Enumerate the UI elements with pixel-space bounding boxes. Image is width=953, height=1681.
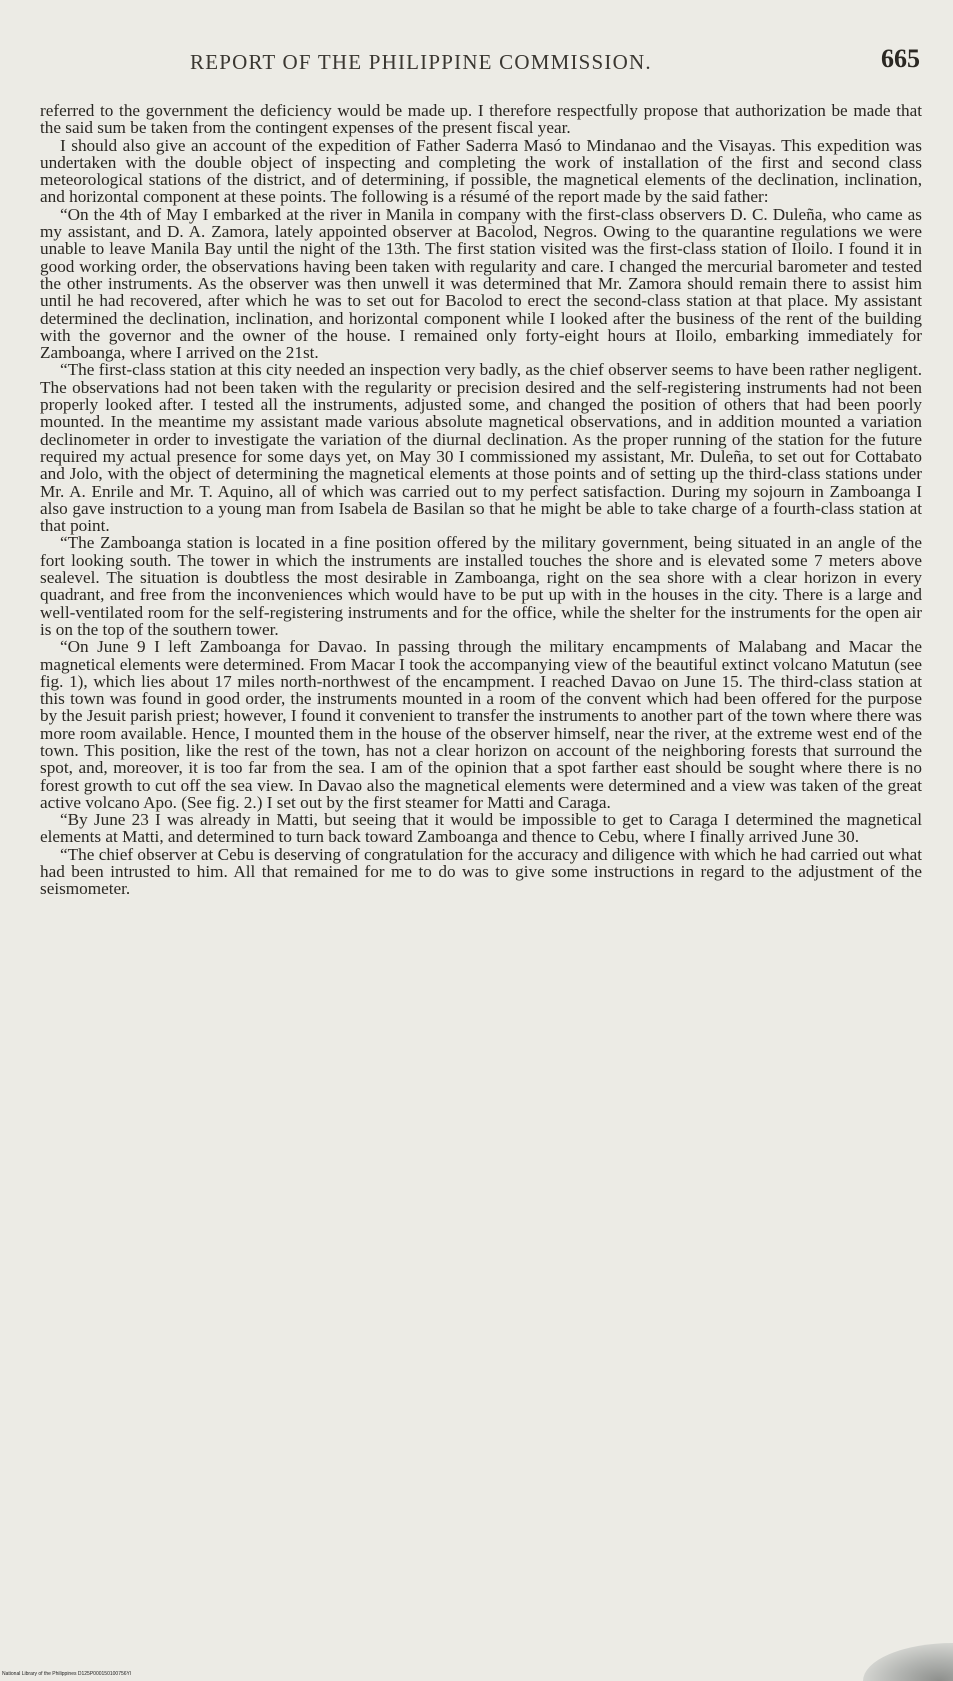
paragraph: “On June 9 I left Zamboanga for Davao. In passing through the military encampments of Malabang and Macar the magnetical elements were determined. From Macar I took the accompanying view of the beautiful extinct volcano Matutun (see fig. 1), which lies about 17 miles north-northwest of the encampment. I reached Davao on June 15. The third-class station at this town was found in good order, the instruments mounted in a room of the convent which had been offered for the purpose by the Jesuit parish priest; however, I found it convenient to transfer the instruments to another part of the town where there was more room available. Hence, I mounted them in the house of the observer himself, near the river, at the extreme west end of the town. This position, like the rest of the town, has not a clear horizon on account of the neighboring forests that surround the spot, and, moreover, it is too far from the sea. I am of the opinion that a spot farther east should be sought where there is no forest growth to cut off the sea view. In Davao also the magnetical elements were determined and a view was taken of the great active volcano Apo. (See fig. 2.) I set out by the first steamer for Matti and Caraga. (40, 637, 922, 812)
page-number: 665 (881, 44, 920, 73)
page-header (40, 44, 920, 84)
paragraph: “The chief observer at Cebu is deserving of congratulation for the accuracy and diligence with which he had carried out what had been intrusted to him. All that remained for me to do was to give some instructions in regard to the adjustment of the seismometer. (40, 844, 922, 899)
paragraph: “The Zamboanga station is located in a fine position offered by the military government, being situated in an angle of the fort looking south. The tower in which the instruments are installed touches the shore and is elevated some 7 meters above sealevel. The situation is doubtless the most desirable in Zamboanga, right on the sea shore with a clear horizon in every quadrant, and free from the inconveniences which would have to be put up with in the houses in the city. There is a large and well-ventilated room for the self-registering instruments and for the office, while the shelter for the instruments for the open air is on the top of the southern tower. (40, 533, 922, 639)
running-title: REPORT OF THE PHILIPPINE COMMISSION. (190, 50, 652, 74)
paragraph: “The first-class station at this city needed an inspection very badly, as the chief observer seems to have been rather negligent. The observations had not been taken with the regularity or precision desired and the self-registering instruments had not been properly looked after. I tested all the instruments, adjusted some, and changed the position of others that had been poorly mounted. In the meantime my assistant made various absolute magnetical observations, and in addition mounted a variation declinometer in order to investigate the variation of the diurnal declination. As the proper running of the station for the future required my actual presence for some days yet, on May 30 I commissioned my assistant, Mr. Duleña, to set out for Cottabato and Jolo, with the object of determining the magnetical elements at those points and of setting up the third-class stations under Mr. A. Enrile and Mr. T. Aquino, all of which was carried out to my perfect satisfaction. During my sojourn in Zamboanga I also gave instruction to a young man from Isabela de Basilan so that he might be able to take charge of a fourth-class station at that point. (40, 360, 922, 536)
scan-footer-note: National Library of the Philippines D125P000150100756Yl (2, 1671, 131, 1677)
paragraph: “By June 23 I was already in Matti, but seeing that it would be impossible to get to Caraga I determined the magnetical elements at Matti, and determined to turn back toward Zamboanga and thence to Cebu, where I finally arrived June 30. (40, 810, 922, 847)
page-curl-shadow (863, 1643, 953, 1681)
body-text (40, 102, 922, 898)
paragraph: “On the 4th of May I embarked at the river in Manila in company with the first-class observers D. C. Duleña, who came as my assistant, and D. A. Zamora, lately appointed observer at Bacolod, Negros. Owing to the quarantine regulations we were unable to leave Manila Bay until the night of the 13th. The first station visited was the first-class station of Iloilo. I found it in good working order, the observations having been taken with regularity and care. I changed the mercurial barometer and tested the other instruments. As the observer was then unwell it was determined that Mr. Zamora should remain there to assist him until he had recovered, after which he was to set out for Bacolod to erect the second-class station at that place. My assistant determined the declination, inclination, and horizontal component while I looked after the business of the rent of the building with the governor and the owner of the house. I remained only forty-eight hours at Iloilo, embarking immediately for Zamboanga, where I arrived on the 21st. (40, 204, 922, 363)
paragraph: referred to the government the deficiency would be made up. I therefore respectfully propose that authorization be made that the said sum be taken from the contingent expenses of the present fiscal year. (40, 101, 922, 138)
paragraph: I should also give an account of the expedition of Father Saderra Masó to Mindanao and the Visayas. This expedition was undertaken with the double object of inspecting and completing the work of installation of the first and second class meteorological stations of the district, and of determining, if possible, the magnetical elements of the declination, inclination, and horizontal component at these points. The following is a résumé of the report made by the said father: (40, 135, 922, 207)
